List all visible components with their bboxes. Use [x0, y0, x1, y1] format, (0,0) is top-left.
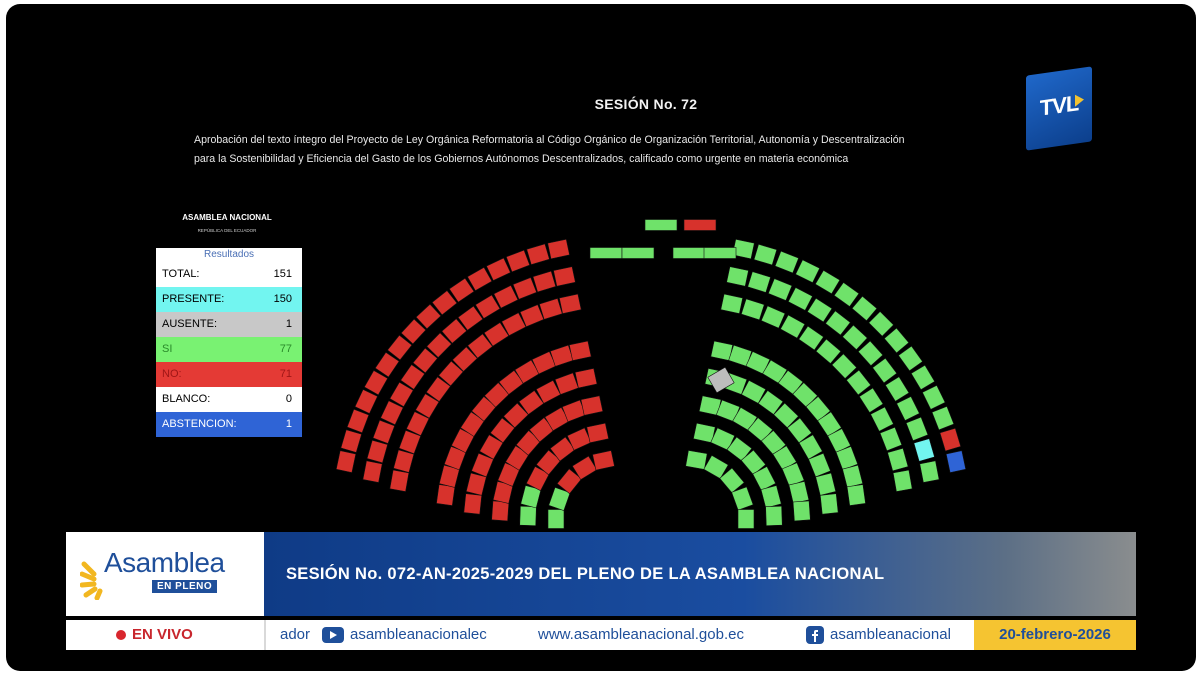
date-text: 20-febrero-2026	[999, 626, 1111, 643]
seat	[859, 388, 883, 413]
seat	[686, 450, 707, 469]
session-main-title: SESIÓN No. 072-AN-2025-2029 DEL PLENO DE LA ASAMBLEA NACIONAL	[286, 565, 885, 583]
seat	[789, 481, 809, 503]
seat	[704, 248, 736, 259]
result-value: 77	[279, 343, 292, 355]
seat	[816, 473, 836, 495]
seat	[940, 428, 961, 451]
seat	[581, 396, 603, 416]
seat	[622, 248, 654, 259]
seat	[436, 485, 454, 506]
seat	[766, 506, 783, 526]
seat	[780, 315, 804, 338]
seat	[897, 396, 920, 420]
tvl-logo-text: TVL	[1039, 90, 1079, 121]
seat	[645, 220, 677, 231]
seat	[884, 328, 908, 353]
seat	[559, 294, 581, 314]
live-label: EN VIVO	[132, 626, 193, 643]
seat	[888, 448, 909, 471]
seat	[775, 251, 799, 273]
seat	[858, 341, 883, 366]
seat	[520, 506, 537, 526]
seat	[748, 272, 771, 293]
result-value: 150	[273, 293, 292, 305]
result-value: 1	[285, 418, 292, 430]
seat	[341, 430, 362, 453]
ticker-facebook[interactable]: asambleanacional	[830, 626, 951, 643]
seat	[761, 306, 785, 328]
seat	[741, 299, 764, 320]
seat	[548, 239, 570, 259]
seat	[898, 346, 922, 371]
seat	[893, 470, 912, 491]
seat	[842, 325, 867, 350]
description-line-1: Aprobación del texto íntegro del Proyecto de Ley Orgánica Reformatoria al Código Orgánico de Organización Territorial, Autonomía y Descentralización	[194, 134, 905, 146]
seat	[355, 389, 378, 413]
seat	[815, 270, 840, 293]
seat	[911, 365, 934, 390]
seat	[367, 440, 388, 463]
seat	[553, 267, 575, 287]
seat	[506, 250, 529, 272]
description-line-2: para la Sostenibilidad y Eficiencia del Gasto de los Gobiernos Autónomos Descentralizados, calificado como urgente en materia económica	[194, 153, 849, 165]
lower-third-banner	[66, 532, 1136, 616]
result-value: 151	[273, 268, 292, 280]
seat	[807, 298, 832, 322]
assembly-subtitle: REPÚBLICA DEL ECUADOR	[197, 228, 257, 233]
seat	[727, 267, 749, 287]
facebook-icon	[806, 626, 824, 644]
seat	[906, 417, 928, 441]
seat	[587, 423, 609, 443]
seat	[946, 451, 966, 473]
seat	[363, 461, 382, 483]
seat	[914, 439, 935, 462]
result-label: AUSENTE:	[162, 318, 218, 330]
seat	[575, 368, 597, 388]
seat	[761, 486, 781, 508]
seat	[347, 409, 369, 432]
seat	[466, 473, 486, 495]
seat	[673, 248, 705, 259]
result-label: NO:	[162, 368, 182, 380]
seat	[852, 296, 877, 320]
seat	[754, 244, 777, 265]
seat	[922, 385, 945, 409]
result-label: SI	[162, 343, 173, 355]
seat	[513, 277, 537, 299]
session-title: SESIÓN No. 72	[594, 96, 698, 112]
seat	[527, 244, 550, 265]
seat	[920, 461, 939, 483]
seat	[820, 494, 838, 515]
result-value: 0	[285, 393, 292, 405]
seat	[593, 451, 615, 471]
seat	[590, 248, 622, 259]
ticker-fragment: ador	[280, 626, 311, 643]
seat	[880, 427, 902, 451]
date-box	[974, 620, 1136, 650]
seat	[768, 279, 792, 301]
seat	[486, 258, 510, 281]
logo-main-text: Asamblea	[104, 547, 225, 578]
seat	[373, 420, 395, 443]
seat	[539, 298, 562, 319]
asamblea-en-pleno-logo	[66, 532, 264, 616]
seat	[843, 465, 863, 487]
seat	[721, 294, 743, 314]
seat	[464, 494, 482, 515]
seat	[788, 287, 812, 310]
seat	[738, 510, 754, 529]
title-bar	[264, 532, 1136, 616]
seat	[394, 450, 414, 473]
seat	[885, 377, 909, 402]
result-value: 71	[279, 368, 292, 380]
ticker-youtube[interactable]: asambleanacionalec	[350, 626, 487, 643]
assembly-name: ASAMBLEA NACIONAL	[182, 213, 272, 222]
ticker-bar	[66, 620, 1136, 650]
seat	[932, 406, 954, 430]
result-value: 1	[285, 318, 292, 330]
seat	[869, 311, 894, 336]
seat	[684, 220, 716, 231]
live-dot-icon	[116, 630, 126, 640]
seat	[873, 358, 897, 383]
seat	[390, 470, 409, 491]
youtube-icon	[322, 626, 344, 644]
result-label: PRESENTE:	[162, 293, 225, 305]
result-label: BLANCO:	[162, 393, 211, 405]
seat	[871, 407, 894, 431]
seat	[492, 501, 509, 521]
seat	[834, 282, 859, 306]
result-label: TOTAL:	[162, 268, 200, 280]
seat	[533, 271, 556, 292]
ticker-content	[266, 620, 974, 650]
seat	[569, 341, 591, 361]
ticker-website[interactable]: www.asambleanacional.gob.ec	[538, 626, 744, 643]
seat	[847, 485, 865, 506]
seat	[548, 510, 564, 529]
result-label: ABSTENCION:	[162, 418, 237, 430]
seat	[825, 311, 850, 335]
seat	[793, 501, 810, 521]
results-header: Resultados	[156, 248, 302, 262]
live-indicator	[66, 620, 266, 650]
logo-sub-text: EN PLENO	[152, 580, 217, 593]
seat	[796, 260, 820, 283]
seat	[336, 451, 356, 473]
